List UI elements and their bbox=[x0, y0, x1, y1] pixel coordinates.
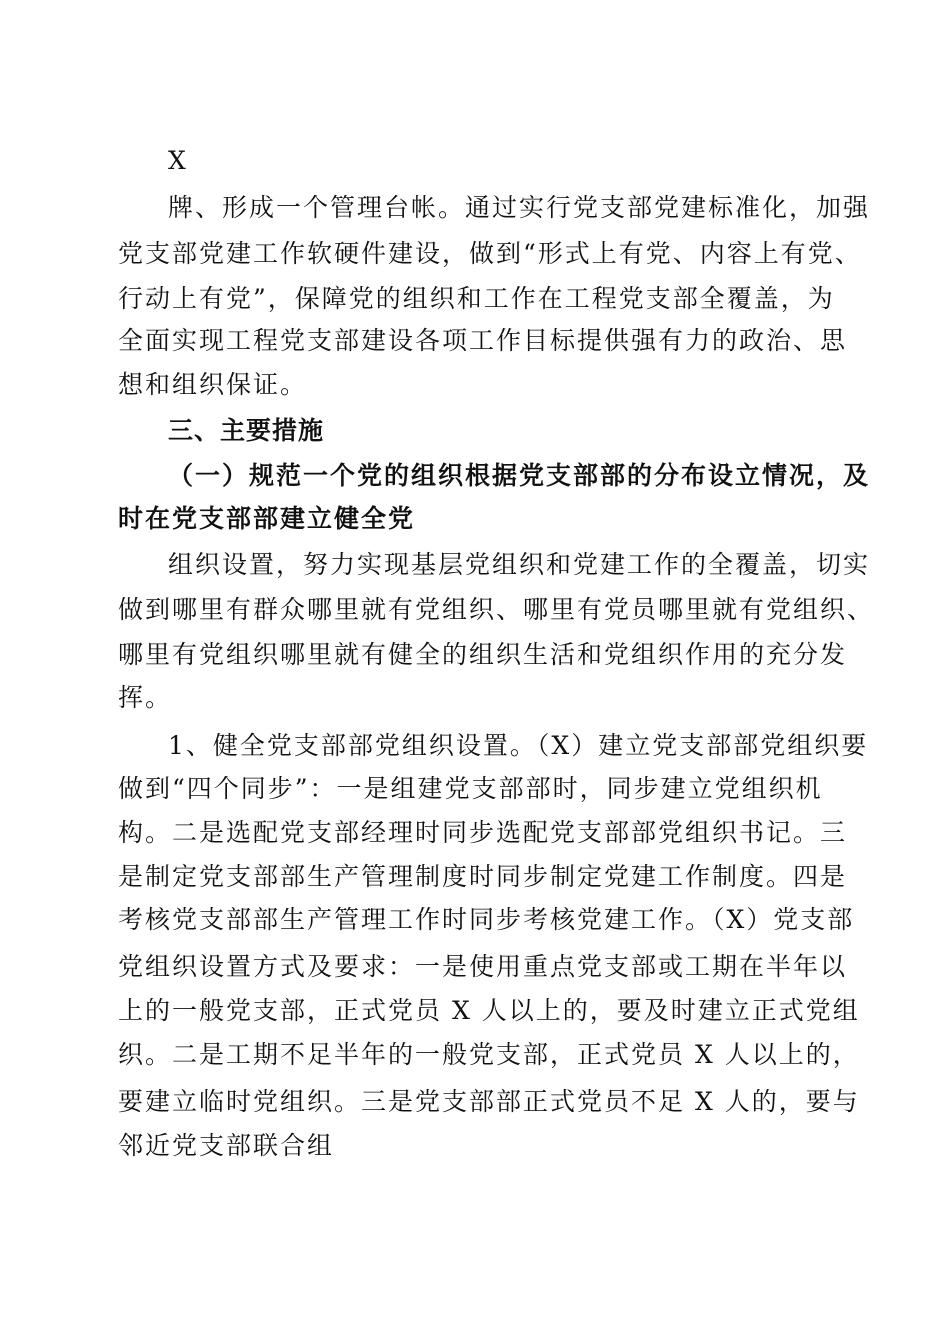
paragraph-line: 构。二是选配党支部经理时同步选配党支部部党组织书记。三 bbox=[118, 818, 848, 847]
paragraph-line: 织。二是工期不足半年的一般党支部，正式党员 X 人以上的， bbox=[118, 1040, 860, 1069]
paragraph-line: 是制定党支部部生产管理制度时同步制定党建工作制度。四是 bbox=[118, 862, 848, 891]
paragraph-line: 党支部党建工作软硬件建设，做到“形式上有党、内容上有党、 bbox=[118, 239, 862, 268]
paragraph-line: 想和组织保证。 bbox=[118, 370, 308, 399]
paragraph-line: 要建立临时党组织。三是党支部部正式党员不足 X 人的，要与 bbox=[118, 1087, 860, 1116]
paragraph-line: 牌、形成一个管理台帐。通过实行党支部党建标准化，加强 bbox=[168, 193, 871, 222]
paragraph-line: 组织设置，努力实现基层党组织和党建工作的全覆盖，切实 bbox=[168, 550, 871, 579]
paragraph-line: 做到“四个同步”：一是组建党支部部时，同步建立党组织机 bbox=[118, 774, 823, 803]
paragraph-line: 挥。 bbox=[118, 683, 173, 712]
page-marker: X bbox=[168, 146, 188, 175]
paragraph-line: 党组织设置方式及要求：一是使用重点党支部或工期在半年以 bbox=[118, 952, 848, 981]
paragraph-line: 全面实现工程党支部建设各项工作目标提供强有力的政治、思 bbox=[118, 326, 848, 355]
paragraph-line: 行动上有党”，保障党的组织和工作在工程党支部全覆盖，为 bbox=[118, 284, 835, 313]
paragraph-line: 1、健全党支部部党组织设置。（X）建立党支部部党组织要 bbox=[168, 731, 869, 760]
paragraph-line: 做到哪里有群众哪里就有党组织、哪里有党员哪里就有党组织、 bbox=[118, 595, 875, 624]
paragraph-line: 哪里有党组织哪里就有健全的组织生活和党组织作用的充分发 bbox=[118, 640, 848, 669]
subheading-line: （一）规范一个党的组织根据党支部部的分布设立情况，及 bbox=[168, 461, 871, 490]
subheading-line: 时在党支部部建立健全党 bbox=[118, 504, 416, 533]
paragraph-line: 邻近党支部联合组 bbox=[118, 1131, 335, 1160]
paragraph-line: 考核党支部部生产管理工作时同步考核党建工作。（X）党支部 bbox=[118, 905, 855, 934]
section-heading: 三、主要措施 bbox=[168, 416, 325, 445]
paragraph-line: 上的一般党支部，正式党员 X 人以上的，要及时建立正式党组 bbox=[118, 996, 860, 1025]
